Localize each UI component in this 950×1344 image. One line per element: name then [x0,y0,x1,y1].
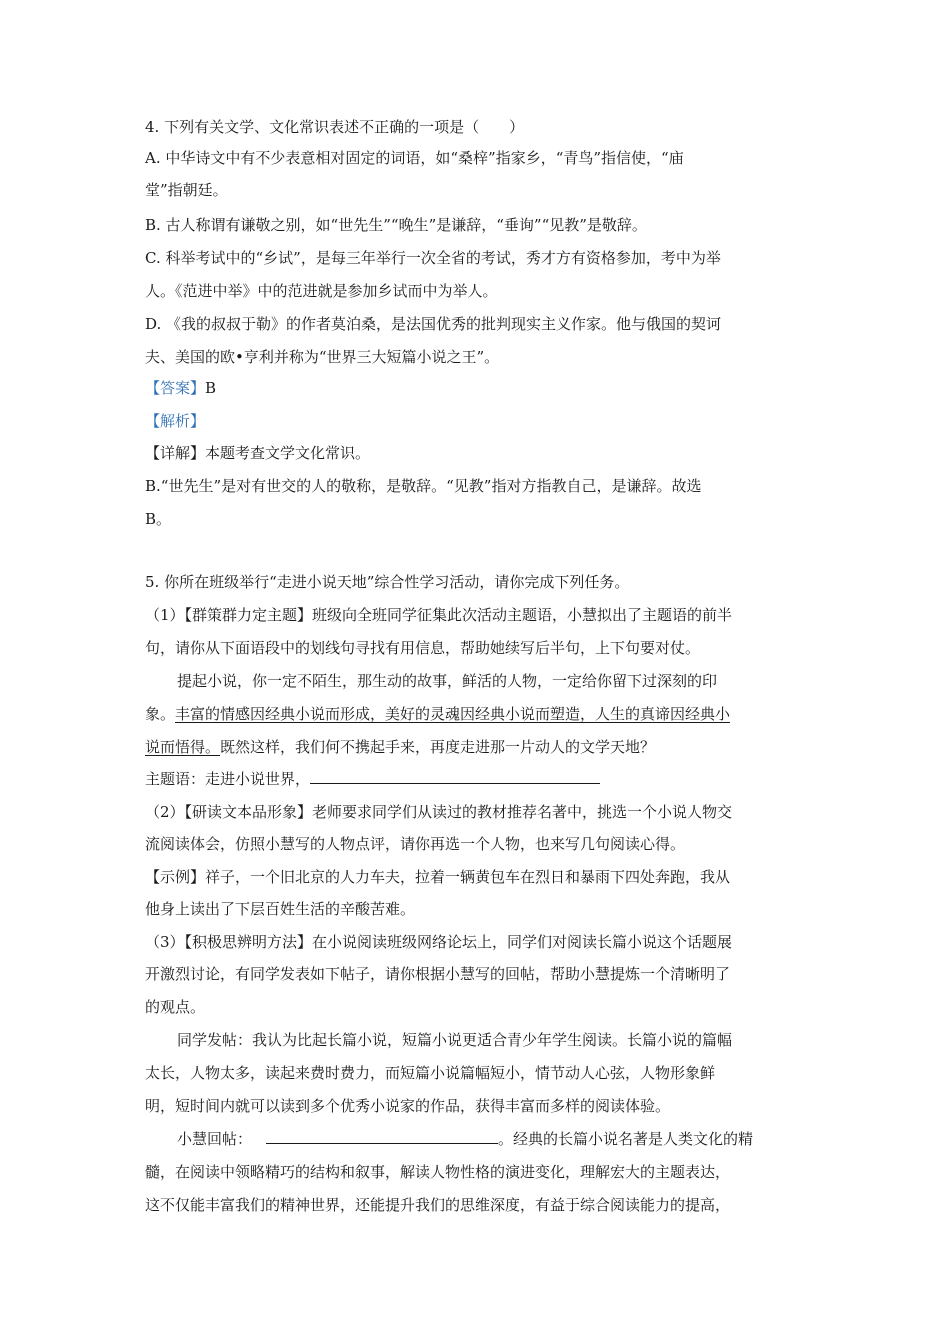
q4-detail: 【详解】本题考查文学文化常识。 [145,444,371,462]
q5-part1-line1: （1）【群策群力定主题】班级向全班同学征集此次活动主题语，小慧拟出了主题语的前半 [145,606,733,624]
q4-option-d-line1: D. 《我的叔叔于勒》的作者莫泊桑，是法国优秀的批判现实主义作家。他与俄国的契诃 [145,315,722,333]
analysis-tag: 【解析】 [145,412,206,430]
post-line1: 同学发帖：我认为比起长篇小说，短篇小说更适合青少年学生阅读。长篇小说的篇幅 [177,1031,733,1049]
reply-line2: 髓，在阅读中领略精巧的结构和叙事，解读人物性格的演进变化，理解宏大的主题表达， [145,1163,731,1181]
q5-stem: 5. 你所在班级举行“走进小说天地”综合性学习活动，请你完成下列任务。 [145,573,630,591]
reply-line1-tail: 。经典的长篇小说名著是人类文化的精 [498,1130,754,1148]
theme-line [145,769,600,789]
example-line2: 他身上读出了下层百姓生活的辛酸苦难。 [145,900,416,918]
q5-part3-line1: （3）【积极思辨明方法】在小说阅读班级网络论坛上，同学们对阅读长篇小说这个话题展 [145,933,733,951]
reply-viewpoint-blank[interactable] [266,1129,498,1144]
passage-line1: 提起小说，你一定不陌生，那生动的故事，鲜活的人物，一定给你留下过深刻的印 [177,672,718,690]
q4-option-d-line2: 夫、美国的欧•亨利并称为“世界三大短篇小说之王”。 [145,348,500,366]
reply-line3: 这不仅能丰富我们的精神世界，还能提升我们的思维深度，有益于综合阅读能力的提高， [145,1196,731,1214]
q4-answer [145,378,216,398]
theme-label: 主题语：走进小说世界， [145,770,311,788]
q4-stem: 4. 下列有关文学、文化常识表述不正确的一项是（ ） [145,118,525,136]
passage-line2 [145,704,730,724]
q5-part2-line2: 流阅读体会，仿照小慧写的人物点评，请你再选一个人物，也来写几句阅读心得。 [145,835,686,853]
q4-option-b: B. 古人称谓有谦敬之别，如“世先生”“晚生”是谦辞，“垂询”“见教”是敬辞。 [145,216,647,234]
reply-label: 小慧回帖： [177,1130,253,1148]
q5-part3-line2: 开激烈讨论，有同学发表如下帖子，请你根据小慧写的回帖，帮助小慧提炼一个清晰明了 [145,965,731,983]
q5-part1-line2: 句，请你从下面语段中的划线句寻找有用信息，帮助她续写后半句，上下句要对仗。 [145,639,701,657]
reply-line1 [177,1129,753,1149]
q4-option-a-line2: 堂”指朝廷。 [145,181,228,199]
q4-explanation-line1: B.“世先生”是对有世交的人的敬称，是敬辞。“见教”指对方指教自己，是谦辞。故选 [145,477,702,495]
passage-line3-tail: 既然这样，我们何不携起手来，再度走进那一片动人的文学天地？ [220,738,656,756]
q5-part2-line1: （2）【研读文本品形象】老师要求同学们从读过的教材推荐名著中，挑选一个小说人物交 [145,803,733,821]
answer-value: B [205,379,217,397]
passage-line2-lead: 象。 [145,705,176,723]
post-line2: 太长，人物太多，读起来费时费力，而短篇小说篇幅短小，情节动人心弦，人物形象鲜 [145,1064,716,1082]
post-line3: 明，短时间内就可以读到多个优秀小说家的作品，获得丰富而多样的阅读体验。 [145,1097,671,1115]
passage-line3 [145,737,655,757]
example-line1: 【示例】祥子，一个旧北京的人力车夫，拉着一辆黄包车在烈日和暴雨下四处奔跑，我从 [145,868,731,886]
q4-option-a-line1: A. 中华诗文中有不少表意相对固定的词语，如“桑梓”指家乡，“青鸟”指信使，“庙 [145,149,684,167]
q4-option-c-line1: C. 科举考试中的“乡试”，是每三年举行一次全省的考试，秀才方有资格参加，考中为举 [145,249,721,267]
underlined-sentence: 丰富的情感因经典小说而形成，美好的灵魂因经典小说而塑造，人生的真谛因经典小 [175,705,731,723]
q4-option-c-line2: 人。《范进中举》中的范进就是参加乡试而中为举人。 [145,282,498,300]
q5-part3-line3: 的观点。 [145,998,206,1016]
underlined-sentence-end: 说而悟得。 [145,738,221,756]
q4-explanation-line2: B。 [145,510,172,528]
theme-answer-blank[interactable] [310,769,600,784]
answer-tag: 【答案】 [145,379,206,397]
